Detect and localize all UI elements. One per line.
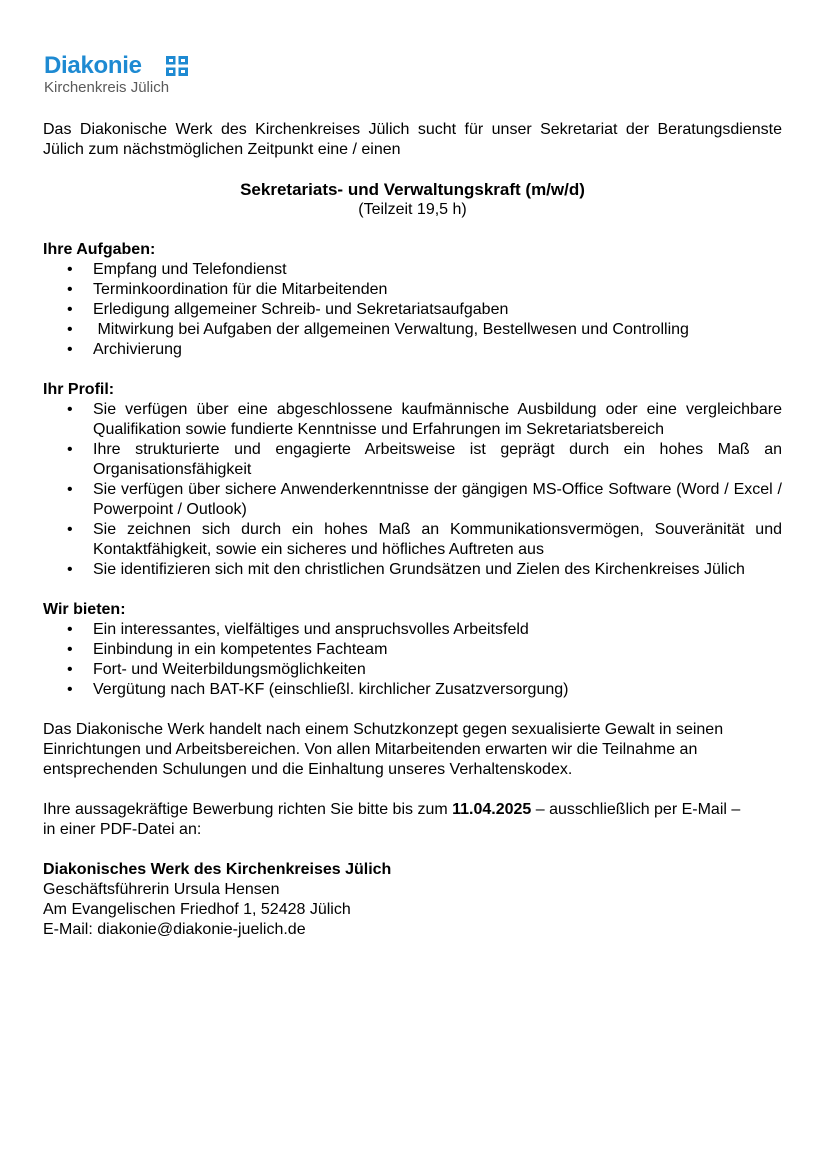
bullet-icon: • bbox=[67, 521, 73, 538]
bullet-icon: • bbox=[67, 641, 73, 658]
bullet-icon: • bbox=[67, 561, 73, 578]
protection-line: entsprechenden Schulungen und die Einhaltung unseres Verhaltenskodex. bbox=[43, 761, 573, 778]
application-line: in einer PDF-Datei an: bbox=[43, 821, 202, 838]
job-posting bbox=[43, 120, 782, 940]
address-street: Am Evangelischen Friedhof 1, 52428 Jülich bbox=[43, 901, 351, 918]
bullet-icon: • bbox=[67, 321, 73, 338]
bullet-icon: • bbox=[67, 401, 73, 418]
list-item: • Sie identifizieren sich mit den christlichen Grundsätzen und Zielen des Kirchenkreises Jülich bbox=[67, 561, 745, 578]
list-item: • Terminkoordination für die Mitarbeitenden bbox=[67, 281, 388, 298]
list-item: • Empfang und Telefondienst bbox=[67, 261, 287, 278]
application-line: Ihre aussagekräftige Bewerbung richten Sie bitte bis zum 11.04.2025 – ausschließlich per E-Mail – bbox=[43, 801, 741, 818]
profile-list bbox=[43, 400, 782, 580]
job-hours: (Teilzeit 19,5 h) bbox=[358, 201, 467, 218]
list-item: • Ihre strukturierte und engagierte Arbeitsweise ist geprägt durch ein hohes Maß an Organisationsfähigkeit bbox=[67, 441, 782, 478]
bullet-icon: • bbox=[67, 281, 73, 298]
list-item: • Sie verfügen über sichere Anwenderkenntnisse der gängigen MS-Office Software (Word / Excel / Powerpoint / Outlook) bbox=[67, 481, 782, 518]
diakonie-logo bbox=[44, 52, 244, 102]
contact-address bbox=[43, 860, 782, 940]
bullet-icon: • bbox=[67, 341, 73, 358]
tasks-heading: Ihre Aufgaben: bbox=[43, 241, 156, 258]
list-item: • Vergütung nach BAT-KF (einschließl. kirchlicher Zusatzversorgung) bbox=[67, 681, 569, 698]
protection-paragraph bbox=[43, 720, 782, 780]
address-organization: Diakonisches Werk des Kirchenkreises Jülich bbox=[43, 861, 392, 878]
profile-heading: Ihr Profil: bbox=[43, 381, 115, 398]
logo-subtitle: Kirchenkreis Jülich bbox=[44, 79, 170, 96]
bullet-icon: • bbox=[67, 261, 73, 278]
application-paragraph bbox=[43, 800, 782, 840]
list-item: • Sie verfügen über eine abgeschlossene kaufmännische Ausbildung oder eine vergleichbare Qualifikation sowie fundierte Kenntnisse und Erfahrungen im Sekretariatsbereich bbox=[67, 401, 782, 438]
bullet-icon: • bbox=[67, 621, 73, 638]
offer-heading: Wir bieten: bbox=[43, 601, 126, 618]
deadline-date: 11.04.2025 bbox=[452, 801, 532, 818]
diakonie-cross-icon bbox=[166, 56, 188, 76]
list-item: • Erledigung allgemeiner Schreib- und Sekretariatsaufgaben bbox=[67, 301, 509, 318]
bullet-icon: • bbox=[67, 661, 73, 678]
list-item: • Archivierung bbox=[67, 341, 182, 358]
offer-list bbox=[43, 620, 782, 700]
bullet-icon: • bbox=[67, 681, 73, 698]
bullet-icon: • bbox=[67, 481, 73, 498]
protection-line: Das Diakonische Werk handelt nach einem Schutzkonzept gegen sexualisierte Gewalt in seinen bbox=[43, 721, 724, 738]
protection-line: Einrichtungen und Arbeitsbereichen. Von allen Mitarbeitenden erwarten wir die Teilnahme an bbox=[43, 741, 698, 758]
job-title: Sekretariats- und Verwaltungskraft (m/w/d) bbox=[240, 180, 585, 199]
list-item: • Einbindung in ein kompetentes Fachteam bbox=[67, 641, 388, 658]
logo-wordmark: Diakonie bbox=[44, 52, 142, 79]
list-item: • Mitwirkung bei Aufgaben der allgemeinen Verwaltung, Bestellwesen und Controlling bbox=[67, 321, 689, 338]
intro-text: Das Diakonische Werk des Kirchenkreises Jülich sucht für unser Sekretariat der Beratungsdienste Jülich zum nächstmöglichen Zeitpunkt eine / einen bbox=[43, 121, 782, 158]
list-item: • Fort- und Weiterbildungsmöglichkeiten bbox=[67, 661, 366, 678]
bullet-icon: • bbox=[67, 441, 73, 458]
list-item: • Sie zeichnen sich durch ein hohes Maß an Kommunikationsvermögen, Souveränität und Kontaktfähigkeit, sowie ein sicheres und höfliches Auftreten aus bbox=[67, 521, 782, 558]
address-person: Geschäftsführerin Ursula Hensen bbox=[43, 881, 280, 898]
tasks-list bbox=[43, 260, 782, 360]
list-item: • Ein interessantes, vielfältiges und anspruchsvolles Arbeitsfeld bbox=[67, 621, 529, 638]
bullet-icon: • bbox=[67, 301, 73, 318]
address-email[interactable]: E-Mail: diakonie@diakonie-juelich.de bbox=[43, 921, 306, 938]
